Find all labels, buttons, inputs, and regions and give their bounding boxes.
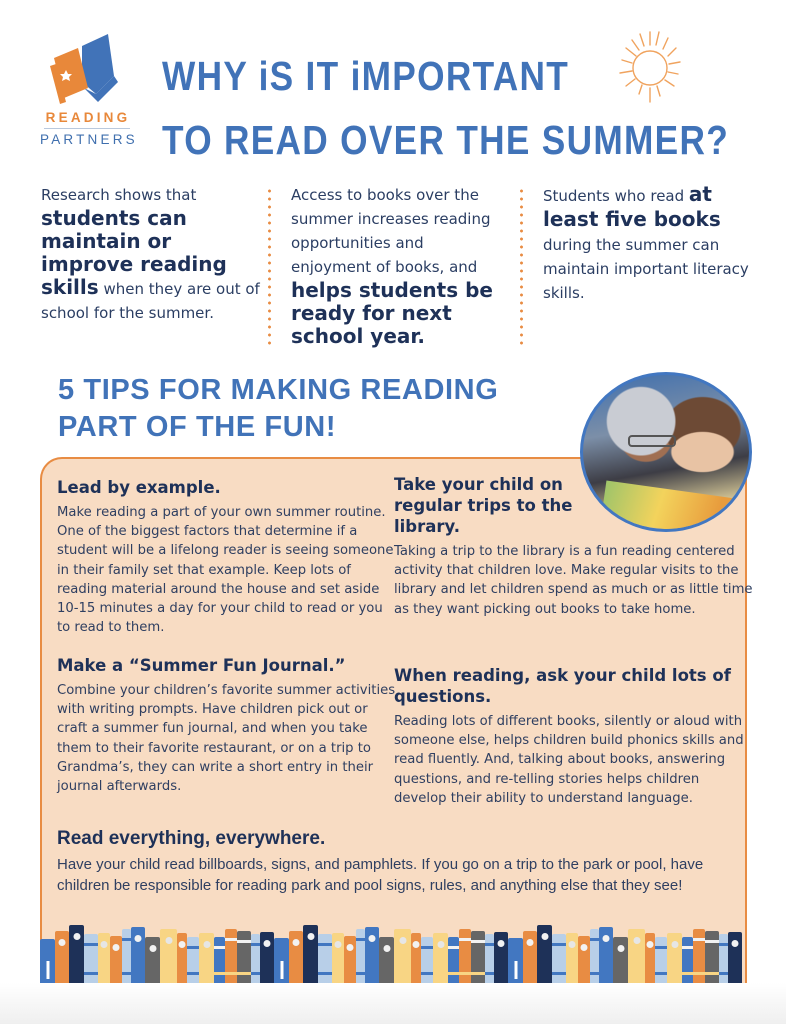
open-book-star-icon: [48, 32, 128, 106]
tip-title: Read everything, everywhere.: [57, 828, 326, 849]
stat-five-books: [543, 183, 753, 305]
book-spine-icon: [187, 937, 199, 983]
book-spine-icon: [98, 933, 110, 983]
stat-lead-text: Research shows that: [41, 186, 197, 204]
tip-ask-questions: [394, 665, 744, 808]
book-spine-icon: [628, 929, 645, 983]
stat-access-to-books: [291, 183, 506, 350]
book-spine-icon: [289, 931, 303, 983]
book-spine-icon: [590, 929, 599, 983]
book-spine-icon: [599, 927, 613, 983]
book-spine-icon: [177, 933, 187, 983]
book-spine-icon: [485, 934, 494, 983]
book-spine-icon: [471, 931, 485, 983]
logo-text-partners: PARTNERS: [40, 132, 138, 147]
book-spine-icon: [459, 929, 471, 983]
book-spine-icon: [251, 934, 260, 983]
photo-glasses-detail: [628, 435, 676, 447]
book-spine-icon: [552, 934, 566, 983]
book-spine-icon: [365, 927, 379, 983]
stat-bold-text: at least five books: [543, 182, 721, 231]
book-spine-icon: [260, 932, 274, 983]
book-spine-icon: [274, 938, 289, 983]
book-spine-icon: [448, 937, 459, 983]
tips-heading-line-2: PART OF THE FUN!: [58, 411, 337, 443]
book-spine-icon: [379, 937, 394, 983]
stat-lead-text: Access to books over the summer increases reading opportunities and enjoyment of books, and: [291, 186, 491, 276]
book-spine-icon: [344, 936, 356, 983]
page-title: [162, 44, 730, 172]
bookshelf-border-icon: [40, 925, 747, 983]
book-spine-icon: [225, 929, 237, 983]
tip-body: Make reading a part of your own summer routine. One of the biggest factors that determine if a student will be a lifelong reader is seeing someone in their family set that example. Keep lots of reading material around the house and set aside 10-15 minutes a day for your child to read or you to read to them.: [57, 505, 394, 636]
book-spine-icon: [145, 937, 160, 983]
book-spine-icon: [356, 929, 365, 983]
title-line-2: TO READ OVER THE SUMMER?: [162, 117, 730, 163]
book-spine-icon: [537, 925, 552, 983]
dotted-divider: [268, 187, 271, 349]
tip-title: Take your child on regular trips to the library.: [394, 475, 573, 536]
book-spine-icon: [508, 938, 523, 983]
book-spine-icon: [682, 937, 693, 983]
book-spine-icon: [55, 931, 69, 983]
book-spine-icon: [84, 934, 98, 983]
stat-lead-text: Students who read: [543, 187, 689, 205]
book-spine-icon: [411, 933, 421, 983]
stat-research: [41, 183, 261, 325]
tip-read-everything: [57, 828, 737, 896]
book-spine-icon: [705, 931, 719, 983]
reading-partners-logo: [40, 32, 136, 150]
stat-bold-text: students can maintain or improve reading skills: [41, 206, 227, 299]
book-spine-icon: [199, 933, 214, 983]
book-spine-icon: [421, 937, 433, 983]
logo-divider: [44, 128, 130, 129]
book-spine-icon: [303, 925, 318, 983]
book-spine-icon: [394, 929, 411, 983]
book-spine-icon: [69, 925, 84, 983]
book-spine-icon: [433, 933, 448, 983]
tip-lead-by-example: [57, 477, 397, 637]
tip-title: When reading, ask your child lots of questions.: [394, 666, 731, 706]
tip-title: Lead by example.: [57, 478, 221, 497]
book-spine-icon: [719, 934, 728, 983]
book-spine-icon: [613, 937, 628, 983]
book-spine-icon: [494, 932, 508, 983]
book-spine-icon: [578, 936, 590, 983]
book-spine-icon: [645, 933, 655, 983]
book-spine-icon: [318, 934, 332, 983]
stat-bold-text: helps students be ready for next school year.: [291, 278, 493, 348]
page-footer-gradient: [0, 983, 786, 1024]
book-spine-icon: [131, 927, 145, 983]
book-spine-icon: [728, 932, 742, 983]
sun-icon: [610, 26, 690, 106]
book-spine-icon: [40, 939, 55, 983]
book-spine-icon: [566, 933, 578, 983]
tip-body: Have your child read billboards, signs, and pamphlets. If you go on a trip to the park or pool, have children be responsible for reading park and pool signs, rules, and anything else that they see!: [57, 856, 704, 894]
stat-tail-text: during the summer can maintain important literacy skills.: [543, 236, 749, 302]
dotted-divider: [520, 187, 523, 349]
tip-summer-fun-journal: [57, 655, 397, 796]
book-spine-icon: [523, 931, 537, 983]
stat-tail-text: when they are out of school for the summer.: [41, 280, 260, 322]
book-spine-icon: [160, 929, 177, 983]
tip-body: Taking a trip to the library is a fun reading centered activity that children love. Make regular visits to the library and let children spend as much or as little time as they want picking out books to take home.: [394, 544, 753, 617]
tip-body: Combine your children’s favorite summer activities with writing prompts. Have children pick out or craft a summer fun journal, and when you take them to their favorite restaurant, or on a trip to Grandma’s, they can write a short entry in their journal afterwards.: [57, 683, 396, 795]
book-spine-icon: [332, 933, 344, 983]
book-spine-icon: [655, 937, 667, 983]
book-spine-icon: [693, 929, 705, 983]
book-spine-icon: [110, 936, 122, 983]
tip-title: Make a “Summer Fun Journal.”: [57, 656, 346, 675]
logo-text-reading: READING: [45, 110, 131, 125]
title-line-1: WHY iS IT iMPORTANT: [162, 53, 570, 99]
book-spine-icon: [122, 929, 131, 983]
tip-body: Reading lots of different books, silently or aloud with someone else, helps children build phonics skills and read fluently. And, talking about books, answering questions, and re-telling stories helps children develop their ability to understand language.: [394, 714, 744, 806]
tips-heading: [58, 372, 578, 446]
book-spine-icon: [214, 937, 225, 983]
book-spine-icon: [237, 931, 251, 983]
tip-library-trips: [394, 474, 754, 619]
tips-heading-line-1: 5 TIPS FOR MAKING READING: [58, 374, 499, 406]
book-spine-icon: [667, 933, 682, 983]
